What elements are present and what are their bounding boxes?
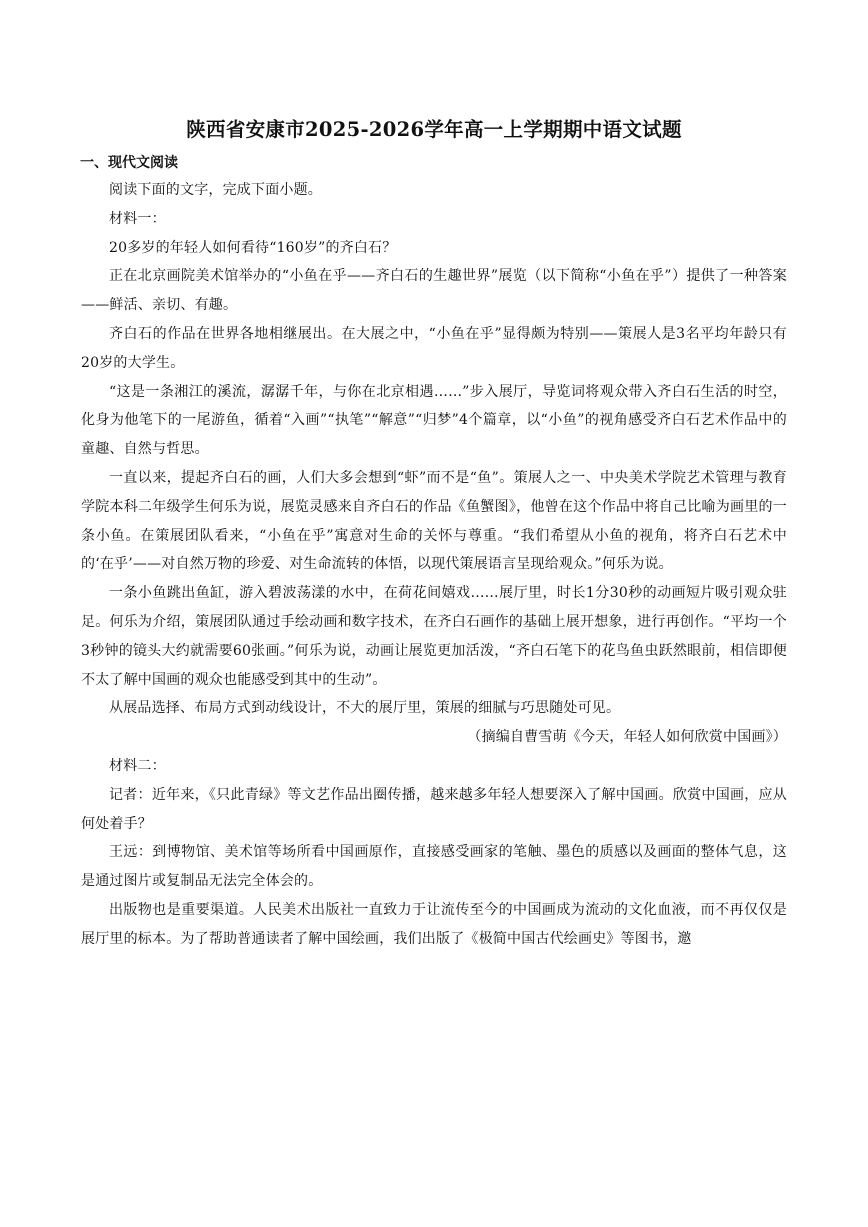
body-paragraph: “这是一条湘江的溪流，潺潺千年，与你在北京相遇……”步入展厅，导览词将观众带入齐白石生活的时空，化身为他笔下的一尾游鱼，循着“入画”“执笔”“解意”“归梦”4个篇章，以“小鱼”的视角感受齐白石艺术作品中的童趣、自然与哲思。	[81, 383, 787, 458]
material-label: 材料二：	[109, 757, 166, 774]
source-note: （摘编自曹雪萌《今天，年轻人如何欣赏中国画》）	[467, 729, 787, 746]
body-paragraph: 王远：到博物馆、美术馆等场所看中国画原作，直接感受画家的笔触、墨色的质感以及画面的整体气息，这是通过图片或复制品无法完全体会的。	[81, 844, 787, 890]
material-label: 材料一：	[109, 210, 166, 227]
body-paragraph: 从展品选择、布局方式到动线设计，不大的展厅里，策展的细腻与巧思随处可见。	[109, 700, 621, 717]
body-paragraph: 一直以来，提起齐白石的画，人们大多会想到“虾”而不是“鱼”。策展人之一、中央美术学院艺术管理与教育学院本科二年级学生何乐为说，展览灵感来自齐白石的作品《鱼蟹图》，他曾在这个作品中将自己比喻为画里的一条小鱼。在策展团队看来，“小鱼在乎”寓意对生命的关怀与尊重。“我们希望从小鱼的视角，将齐白石艺术中的‘在乎’——对自然万物的珍爱、对生命流转的体悟，以现代策展语言呈现给观众。”何乐为说。	[81, 469, 787, 573]
body-paragraph: 正在北京画院美术馆举办的“小鱼在乎——齐白石的生趣世界”展览（以下简称“小鱼在乎”）提供了一种答案——鲜活、亲切、有趣。	[81, 268, 787, 314]
body-paragraph: 20多岁的年轻人如何看待“160岁”的齐白石？	[109, 239, 397, 256]
section-heading: 一、现代文阅读	[80, 155, 178, 171]
body-paragraph: 记者：近年来，《只此青绿》等文艺作品出圈传播，越来越多年轻人想要深入了解中国画。欣赏中国画，应从何处着手？	[81, 786, 787, 832]
instruction-paragraph: 阅读下面的文字，完成下面小题。	[109, 182, 322, 198]
body-paragraph: 齐白石的作品在世界各地相继展出。在大展之中，“小鱼在乎”显得颇为特别——策展人是3名平均年龄只有20岁的大学生。	[81, 325, 787, 371]
document-title: 陕西省安康市2025-2026学年高一上学期期中语文试题	[186, 118, 682, 141]
document-body	[81, 176, 787, 954]
body-paragraph: 出版物也是重要渠道。人民美术出版社一直致力于让流传至今的中国画成为流动的文化血液，而不再仅仅是展厅里的标本。为了帮助普通读者了解中国绘画，我们出版了《极简中国古代绘画史》等图书，邀	[81, 901, 787, 947]
body-paragraph: 一条小鱼跳出鱼缸，游入碧波荡漾的水中，在荷花间嬉戏……展厅里，时长1分30秒的动画短片吸引观众驻足。何乐为介绍，策展团队通过手绘动画和数字技术，在齐白石画作的基础上展开想象，进行再创作。“平均一个3秒钟的镜头大约就需要60张画。”何乐为说，动画让展览更加活泼，“齐白石笔下的花鸟鱼虫跃然眼前，相信即便不太了解中国画的观众也能感受到其中的生动”。	[81, 585, 787, 688]
